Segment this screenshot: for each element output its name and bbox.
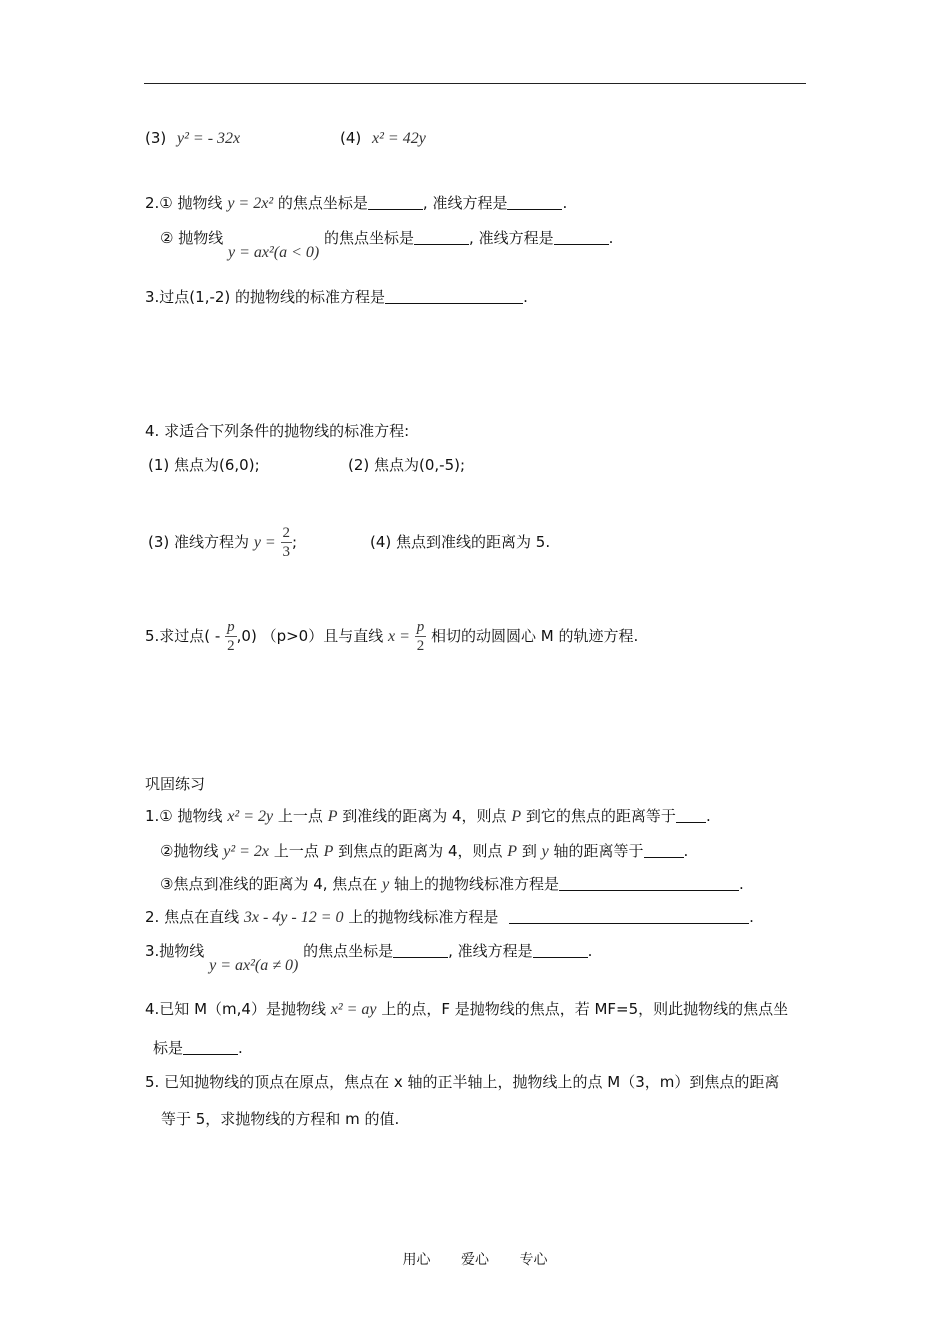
eq-4-label: (4) <box>340 129 362 147</box>
p4-pre: 4.已知 M（m,4）是抛物线 <box>145 1000 326 1018</box>
p1b-end: 轴的距离等于 <box>553 842 644 860</box>
practice-heading: 巩固练习 <box>145 775 206 793</box>
footer-text-1: 用心 <box>402 1252 431 1268</box>
q2-l1-end: . <box>562 194 568 212</box>
p1b-p: P <box>323 843 334 860</box>
p1c-y: y <box>382 876 390 893</box>
q2-line-1 <box>145 193 567 214</box>
q2-l2-pre: ② 抛物线 <box>160 229 224 247</box>
p2-pre: 2. 焦点在直线 <box>145 908 240 926</box>
practice-1b <box>160 841 688 862</box>
eq-4-math: x² = 42y <box>372 130 426 147</box>
q2-l1-mid: 的焦点坐标是 <box>277 194 368 212</box>
eq-3-line <box>145 128 240 149</box>
answer-blank[interactable] <box>644 842 684 858</box>
answer-blank[interactable] <box>183 1039 238 1055</box>
q5-math: x = <box>388 628 410 645</box>
q5-line <box>145 614 638 659</box>
answer-blank[interactable] <box>385 288 523 304</box>
p1b-p2: P <box>507 843 518 860</box>
q4-cond-3 <box>148 520 297 565</box>
practice-3 <box>145 941 593 974</box>
p1b-pre: ②抛物线 <box>160 842 219 860</box>
p3-mid: 的焦点坐标是 <box>303 942 394 960</box>
practice-5-line-1: 5. 已知抛物线的顶点在原点，焦点在 x 轴的正半轴上，抛物线上的点 M（3，m）到焦点的距离 <box>145 1073 780 1091</box>
q5-end: 相切的动圆圆心 M 的轨迹方程. <box>430 627 639 645</box>
answer-blank[interactable] <box>507 194 562 210</box>
fraction-denominator: 3 <box>282 544 290 560</box>
eq-3-label: (3) <box>145 129 167 147</box>
fraction-numerator: p <box>416 619 425 635</box>
answer-blank[interactable] <box>559 875 739 891</box>
practice-2 <box>145 907 754 928</box>
p3-mid2: , 准线方程是 <box>448 942 533 960</box>
p1a-math: x² = 2y <box>227 808 274 825</box>
q4-cond-4: (4) 焦点到准线的距离为 5. <box>370 533 551 551</box>
q2-l1-math: y = 2x² <box>227 195 274 212</box>
answer-blank[interactable] <box>509 908 749 924</box>
fraction-numerator: p <box>227 619 235 635</box>
p1a-pre: 1.① 抛物线 <box>145 807 223 825</box>
fraction-2-3 <box>281 524 293 561</box>
p4-dot: . <box>238 1039 243 1057</box>
q5-mid: ,0) （p>0）且与直线 <box>236 627 384 645</box>
p3-pre: 3.抛物线 <box>145 942 205 960</box>
p4-line2: 标是 <box>153 1039 184 1057</box>
p2-math: 3x - 4y - 12 = 0 <box>243 909 344 926</box>
q4-cond-1: (1) 焦点为(6,0); <box>148 456 260 474</box>
p3-math: y = ax²(a ≠ 0) <box>209 957 299 974</box>
q5-pre: 5.求过点( - <box>145 627 221 645</box>
p1b-y: y <box>541 843 549 860</box>
p1a-end: 到它的焦点的距离等于 <box>525 807 676 825</box>
q4-title: 4. 求适合下列条件的抛物线的标准方程: <box>145 422 410 440</box>
header-rule <box>144 83 806 84</box>
eq-4-line <box>340 128 426 149</box>
q4-cond-2: (2) 焦点为(0,-5); <box>348 456 466 474</box>
footer-text-2: 爱心 <box>461 1252 489 1268</box>
practice-4 <box>145 999 788 1020</box>
p2-dot: . <box>749 908 754 926</box>
practice-1c <box>160 874 744 895</box>
answer-blank[interactable] <box>554 229 609 245</box>
page-footer <box>0 1249 950 1269</box>
q4-c3-math: y = <box>253 534 276 551</box>
p1b-mid: 上一点 <box>273 842 319 860</box>
q4-c3-pre: (3) 准线方程为 <box>148 533 250 551</box>
q3-end: . <box>523 288 528 306</box>
q2-l1-mid2: , 准线方程是 <box>422 194 508 212</box>
p1c-end: 轴上的抛物线标准方程是 <box>393 875 559 893</box>
p1b-mid3: 到 <box>521 842 537 860</box>
fraction-denominator: 2 <box>227 638 235 654</box>
q3-line <box>145 287 528 307</box>
p1b-math: y² = 2x <box>223 843 270 860</box>
p4-end: 上的点，F 是抛物线的焦点，若 MF=5，则此抛物线的焦点坐 <box>381 1000 789 1018</box>
p1a-mid: 上一点 <box>277 807 323 825</box>
p2-end: 上的抛物线标准方程是 <box>348 908 499 926</box>
p1c-pre: ③焦点到准线的距离为 4, 焦点在 <box>160 875 378 893</box>
fraction-p-2 <box>415 618 427 655</box>
q2-l2-math: y = ax²(a < 0) <box>228 244 320 261</box>
practice-4-line-2 <box>153 1038 243 1058</box>
fraction-p-2 <box>225 618 237 655</box>
q2-l2-mid2: , 准线方程是 <box>469 229 554 247</box>
q4-c3-end: ; <box>292 533 298 551</box>
q2-l1-pre: 2.① 抛物线 <box>145 194 223 212</box>
p1b-mid2: 到焦点的距离为 4，则点 <box>338 842 503 860</box>
p1c-dot: . <box>738 875 744 893</box>
p1a-dot: . <box>705 807 711 825</box>
practice-5-line-2: 等于 5，求抛物线的方程和 m 的值. <box>161 1110 400 1128</box>
q2-line-2 <box>160 228 614 261</box>
p1a-p2: P <box>511 808 522 825</box>
q2-l2-end: . <box>608 229 614 247</box>
p1a-mid2: 到准线的距离为 4，则点 <box>342 807 507 825</box>
q2-l2-mid: 的焦点坐标是 <box>324 229 415 247</box>
answer-blank[interactable] <box>414 229 469 245</box>
footer-text-3: 专心 <box>519 1252 548 1268</box>
fraction-denominator: 2 <box>416 638 425 654</box>
p1a-p: P <box>327 808 338 825</box>
p4-math: x² = ay <box>330 1001 377 1018</box>
eq-3-math: y² = - 32x <box>177 130 241 147</box>
fraction-numerator: 2 <box>282 525 290 541</box>
q3-text: 3.过点(1,-2) 的抛物线的标准方程是 <box>145 288 386 306</box>
practice-1a <box>145 806 711 827</box>
answer-blank[interactable] <box>676 807 706 823</box>
p1b-dot: . <box>683 842 689 860</box>
answer-blank[interactable] <box>393 942 448 958</box>
answer-blank[interactable] <box>368 194 423 210</box>
p3-end: . <box>587 942 593 960</box>
answer-blank[interactable] <box>533 942 588 958</box>
